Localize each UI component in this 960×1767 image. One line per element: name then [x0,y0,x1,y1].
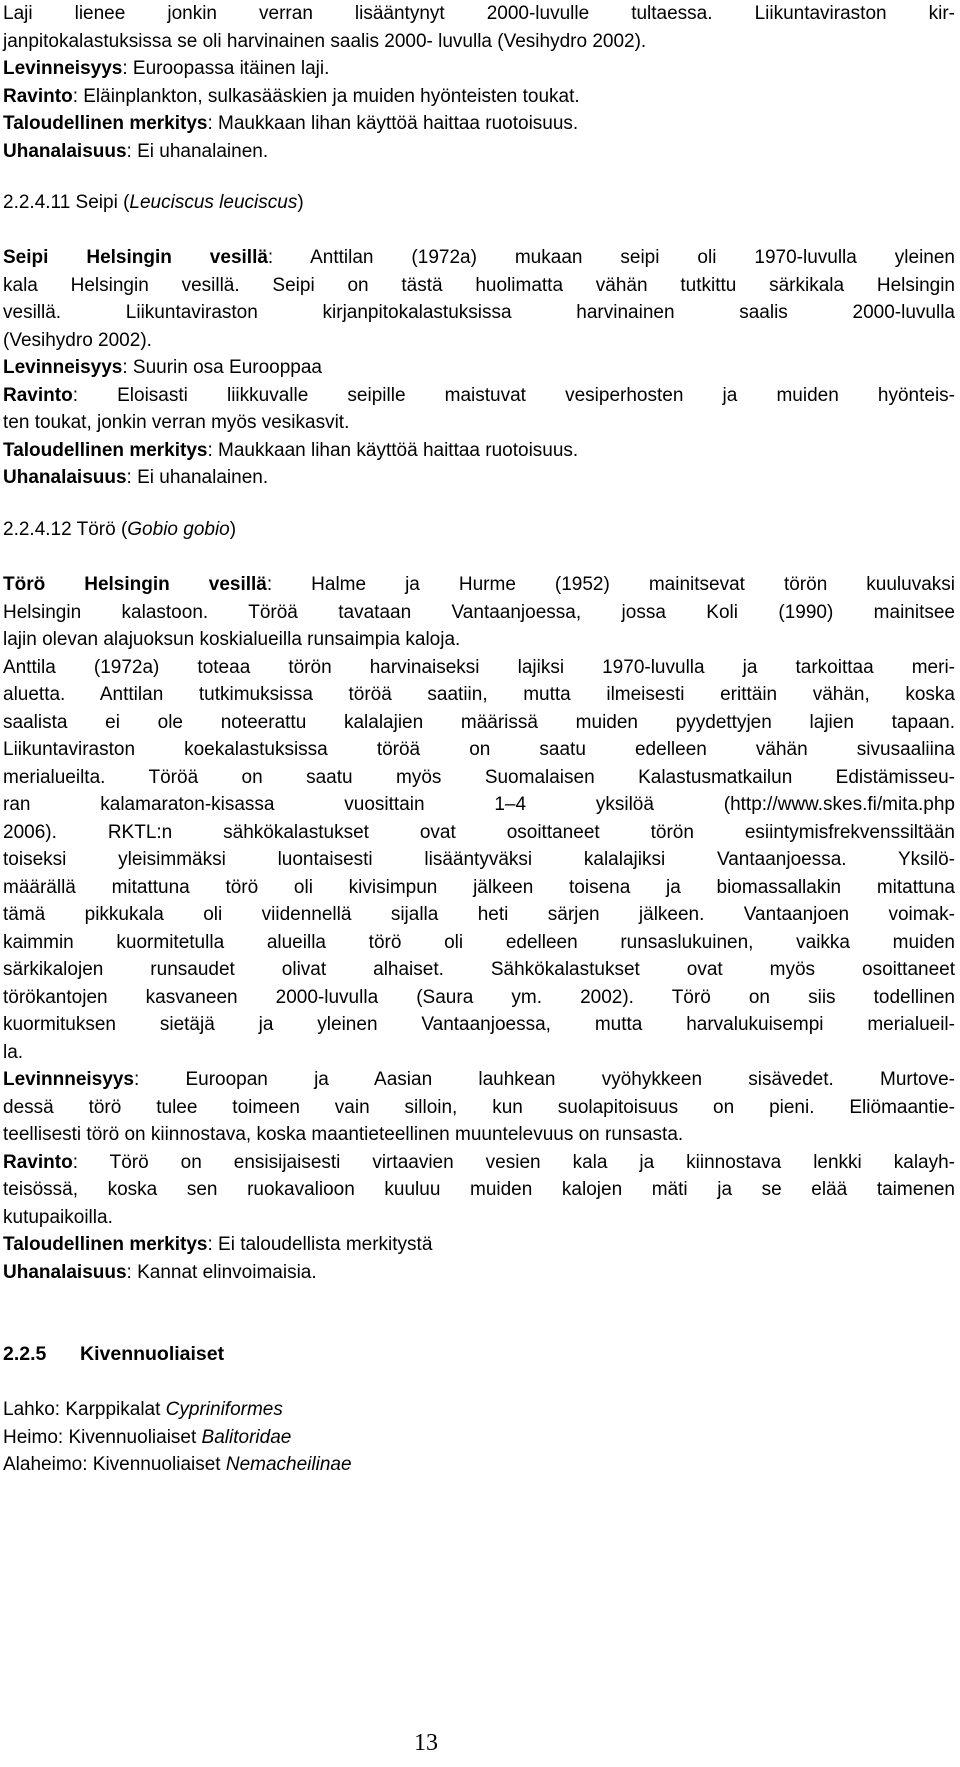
body-line: Helsingin kalastoon. Töröä tavataan Vantaanjoessa, jossa Koli (1990) mainitsee [3,601,955,623]
economic-label: Taloudellinen merkitys [3,113,208,134]
body-line: 2006). RKTL:n sähkökalastukset ovat osoittaneet törön esiintymisfrekvenssiltään [3,821,955,843]
diet-line: Ravinto: Eläinplankton, sulkasääskien ja muiden hyönteisten toukat. [3,85,580,107]
diet-label: Ravinto [3,85,73,107]
economic-label: Taloudellinen merkitys [3,1234,208,1255]
threat-line: Uhanalaisuus: Ei uhanalainen. [3,140,269,162]
intro-line: janpitokalastuksissa se oli harvinainen saalis 2000- luvulla (Vesihydro 2002). [3,30,647,52]
diet-line: Ravinto: Törö on ensisijaisesti virtaavien vesien kala ja kiinnostava lenkki kalayh- [3,1151,955,1173]
taxonomy-family: Heimo: Kivennuoliaiset Balitoridae [3,1426,292,1448]
body-line: (Vesihydro 2002). [3,329,152,351]
body-line: määrällä mitattuna törö oli kivisimpun jälkeen toisena ja biomassallakin mitattuna [3,876,955,898]
section-number: 2.2.5 [3,1343,47,1365]
distribution-line: Levinneisyys: Suurin osa Eurooppaa [3,357,322,378]
diet-line: kutupaikoilla. [3,1206,113,1228]
economic-line: Taloudellinen merkitys: Maukkaan lihan käyttöä haittaa ruotoisuus. [3,439,579,461]
economic-line: Taloudellinen merkitys: Ei taloudellista merkitystä [3,1234,433,1255]
body-line: vesillä. Liikuntaviraston kirjanpitokalastuksissa harvinainen saalis 2000-luvulla [3,302,955,323]
section-title: Kivennuoliaiset [80,1343,225,1365]
section-heading [3,1340,955,1368]
distribution-label: Levinneisyys [3,357,123,378]
diet-label: Ravinto [3,384,73,406]
threat-label: Uhanalaisuus [3,467,127,488]
diet-line: Ravinto: Eloisasti liikkuvalle seipille maistuvat vesiperhosten ja muiden hyönteis- [3,384,955,406]
distribution-label: Levinneisyys [3,58,123,79]
body-line: kaimmin kuormitetulla alueilla törö oli edelleen runsaslukuinen, vaikka muiden [3,931,955,953]
toro-heading: 2.2.4.12 Törö (Gobio gobio) [3,519,237,540]
latin-name: Leuciscus leuciscus [129,192,298,213]
taxonomy-subfamily: Alaheimo: Kivennuoliaiset Nemacheilinae [3,1454,352,1475]
diet-line: ten toukat, jonkin verran myös vesikasvit. [3,412,350,433]
body-line: lajin olevan alajuoksun koskialueilla runsaimpia kaloja. [3,629,461,650]
intro-line: Laji lienee jonkin verran lisääntynyt 2000-luvulle tultaessa. Liikuntaviraston kir- [3,3,955,24]
body-line: Anttila (1972a) toteaa törön harvinaiseksi lajiksi 1970-luvulla ja tarkoittaa meri- [3,656,955,678]
distribution-line: teellisesti törö on kiinnostava, koska maantieteellinen muuntelevuus on runsasta. [3,1124,684,1145]
body-line: Törö Helsingin vesillä: Halme ja Hurme (1952) mainitsevat törön kuuluvaksi [3,574,955,595]
distribution-line: Levinneisyys: Euroopassa itäinen laji. [3,58,330,79]
diet-line: teisössä, koska sen ruokavalioon kuuluu muiden kalojen mäti ja se elää taimenen [3,1179,955,1200]
helsinki-label: Seipi Helsingin vesillä [3,247,268,268]
threat-label: Uhanalaisuus [3,140,127,162]
body-line: tämä pikkukala oli viidennellä sijalla heti särjen jälkeen. Vantaanjoen voimak- [3,904,955,925]
threat-line: Uhanalaisuus: Ei uhanalainen. [3,467,269,488]
body-line: kuormituksen sietäjä ja yleinen Vantaanjoessa, mutta harvalukuisempi merialueil- [3,1014,955,1035]
body-line: törökantojen kasvaneen 2000-luvulla (Saura ym. 2002). Törö on siis todellinen [3,986,955,1008]
helsinki-label: Törö Helsingin vesillä [3,574,267,595]
seipi-body [3,244,955,492]
distribution-label: Levinnneisyys [3,1069,134,1090]
body-line: kala Helsingin vesillä. Seipi on tästä huolimatta vähän tutkittu särkikala Helsingin [3,274,955,296]
body-line: särkikalojen runsaudet olivat alhaiset. Sähkökalastukset ovat myös osoittaneet [3,959,955,980]
threat-line: Uhanalaisuus: Kannat elinvoimaisia. [3,1261,317,1283]
body-line: toiseksi yleisimmäksi luontaisesti lisääntyväksi kalalajiksi Vantaanjoessa. Yksilö- [3,849,955,870]
body-line: Liikuntaviraston koekalastuksissa töröä on saatu edelleen vähän sivusaaliina [3,739,955,760]
distribution-line: dessä törö tulee toimeen vain silloin, kun suolapitoisuus on pieni. Eliömaantie- [3,1096,955,1118]
body-line: aluetta. Anttilan tutkimuksissa töröä saatiin, mutta ilmeisesti erittäin vähän, koska [3,684,955,705]
body-line: saalista ei ole noteerattu kalalajien määrissä muiden pyydettyjen lajien tapaan. [3,711,955,733]
taxonomy-block [3,1396,955,1479]
latin-name: Gobio gobio [127,519,230,540]
body-line: ran kalamaraton-kisassa vuosittain 1–4 yksilöä (http://www.skes.fi/mita.php [3,794,955,815]
intro-block [3,0,955,165]
economic-label: Taloudellinen merkitys [3,439,208,461]
page-number: 13 [414,1730,438,1756]
economic-line: Taloudellinen merkitys: Maukkaan lihan käyttöä haittaa ruotoisuus. [3,113,579,134]
toro-body [3,571,955,1286]
diet-label: Ravinto [3,1151,73,1173]
threat-label: Uhanalaisuus [3,1261,127,1283]
distribution-line: Levinnneisyys: Euroopan ja Aasian lauhkean vyöhykkeen sisävedet. Murtove- [3,1069,955,1090]
body-line: la. [3,1041,24,1063]
body-line: Seipi Helsingin vesillä: Anttilan (1972a) mukaan seipi oli 1970-luvulla yleinen [3,247,955,268]
taxonomy-order: Lahko: Karppikalat Cypriniformes [3,1399,283,1420]
body-line: merialueilta. Töröä on saatu myös Suomalaisen Kalastusmatkailun Edistämisseu- [3,766,955,788]
seipi-heading: 2.2.4.11 Seipi (Leuciscus leuciscus) [3,192,304,213]
